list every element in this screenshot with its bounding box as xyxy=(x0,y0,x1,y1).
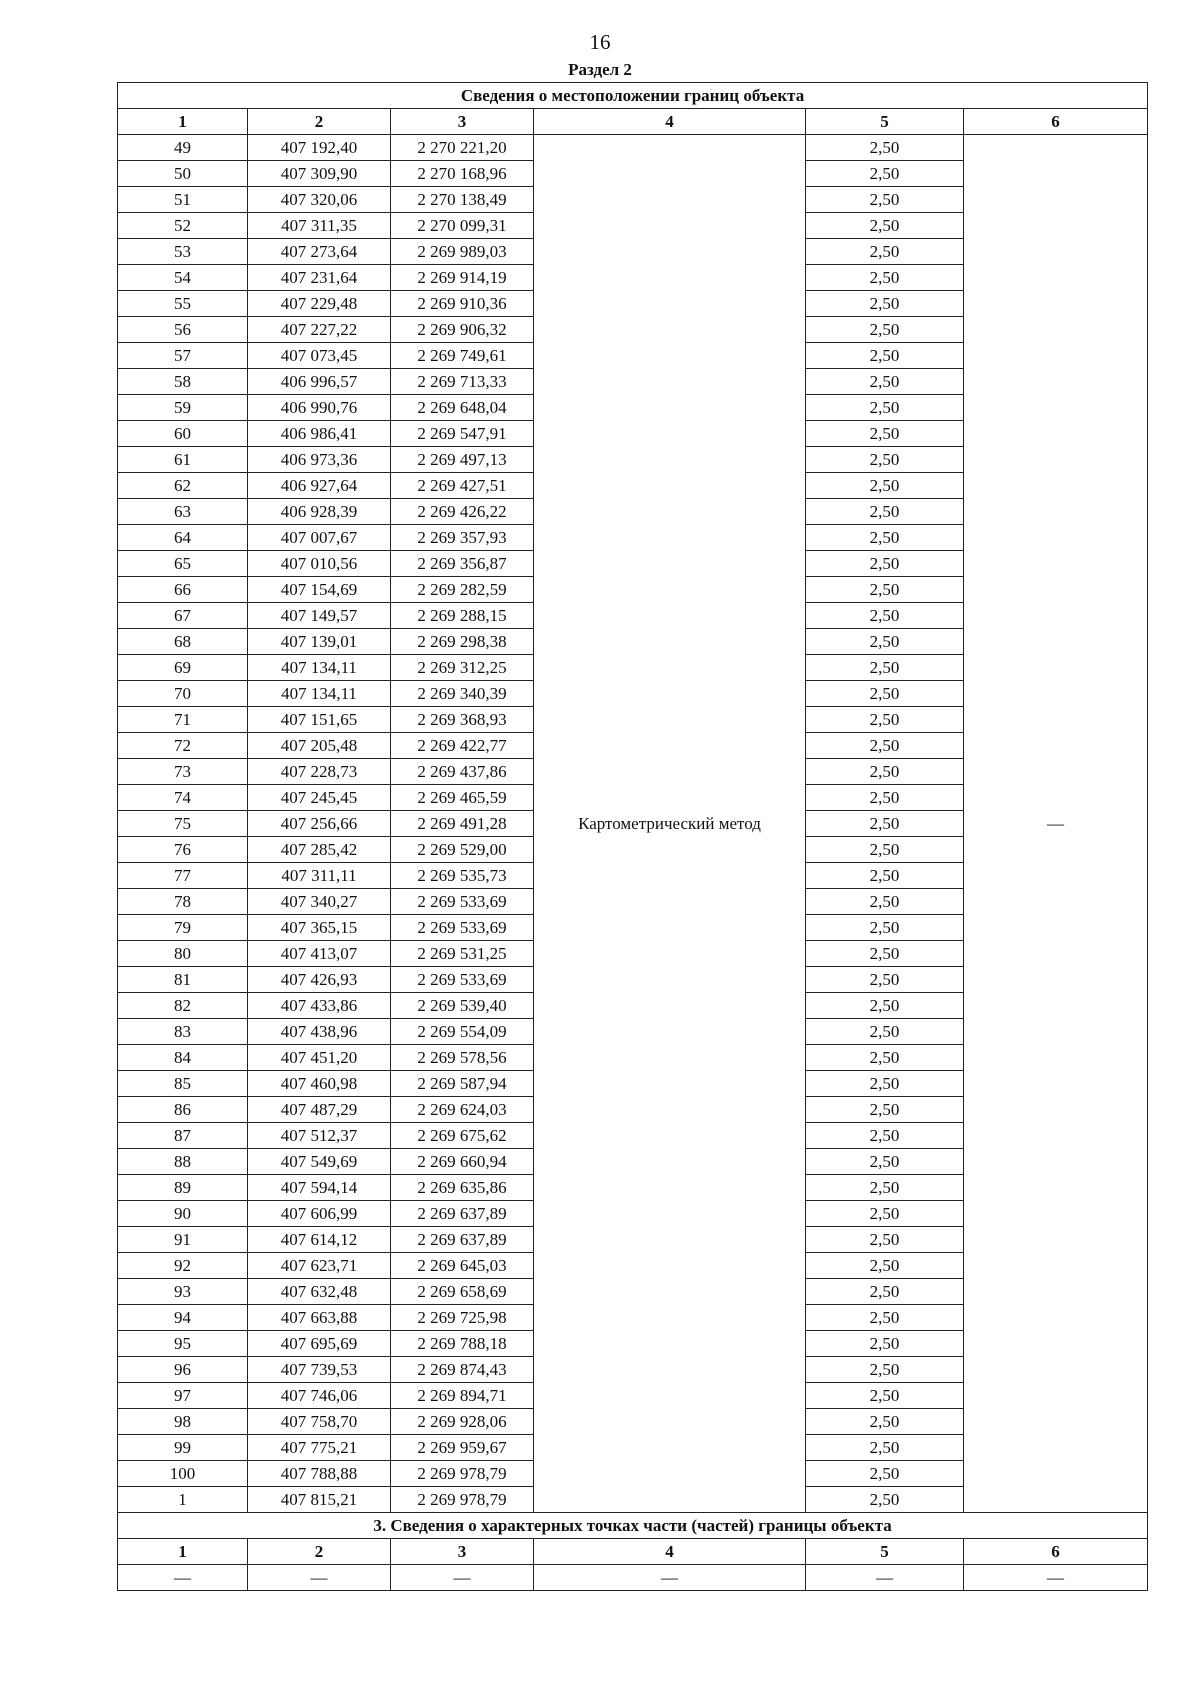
point-number-cell: 80 xyxy=(118,941,248,967)
point-number-cell: 57 xyxy=(118,343,248,369)
section3-cell: — xyxy=(248,1565,391,1591)
coordinate-y-cell: 2 269 356,87 xyxy=(391,551,534,577)
coordinate-x-cell: 407 139,01 xyxy=(248,629,391,655)
point-number-cell: 88 xyxy=(118,1149,248,1175)
coordinate-y-cell: 2 269 658,69 xyxy=(391,1279,534,1305)
point-number-cell: 98 xyxy=(118,1409,248,1435)
coordinate-y-cell: 2 269 578,56 xyxy=(391,1045,534,1071)
coordinate-y-cell: 2 269 910,36 xyxy=(391,291,534,317)
section3-cell: — xyxy=(391,1565,534,1591)
section3-column-header: 1 xyxy=(118,1539,248,1565)
coordinate-x-cell: 407 285,42 xyxy=(248,837,391,863)
coordinate-y-cell: 2 269 906,32 xyxy=(391,317,534,343)
coordinate-y-cell: 2 269 533,69 xyxy=(391,967,534,993)
section3-title-row xyxy=(118,1513,1148,1539)
accuracy-cell: 2,50 xyxy=(806,1201,964,1227)
column-header: 1 xyxy=(118,109,248,135)
point-number-cell: 89 xyxy=(118,1175,248,1201)
coordinate-y-cell: 2 269 959,67 xyxy=(391,1435,534,1461)
accuracy-cell: 2,50 xyxy=(806,1045,964,1071)
accuracy-cell: 2,50 xyxy=(806,369,964,395)
accuracy-cell: 2,50 xyxy=(806,577,964,603)
coordinate-x-cell: 407 758,70 xyxy=(248,1409,391,1435)
accuracy-cell: 2,50 xyxy=(806,1279,964,1305)
coordinate-x-cell: 407 426,93 xyxy=(248,967,391,993)
section-label: Раздел 2 xyxy=(568,60,632,79)
accuracy-cell: 2,50 xyxy=(806,447,964,473)
point-number-cell: 85 xyxy=(118,1071,248,1097)
accuracy-cell: 2,50 xyxy=(806,889,964,915)
point-number-cell: 92 xyxy=(118,1253,248,1279)
point-number-cell: 49 xyxy=(118,135,248,161)
accuracy-cell: 2,50 xyxy=(806,525,964,551)
point-number-cell: 97 xyxy=(118,1383,248,1409)
accuracy-cell: 2,50 xyxy=(806,811,964,837)
accuracy-cell: 2,50 xyxy=(806,291,964,317)
column-header: 3 xyxy=(391,109,534,135)
coordinate-y-cell: 2 269 298,38 xyxy=(391,629,534,655)
table-title-row xyxy=(118,83,1148,109)
section3-column-header: 4 xyxy=(534,1539,806,1565)
coordinate-x-cell: 407 815,21 xyxy=(248,1487,391,1513)
point-number-cell: 94 xyxy=(118,1305,248,1331)
column-header: 5 xyxy=(806,109,964,135)
point-number-cell: 91 xyxy=(118,1227,248,1253)
coordinate-y-cell: 2 269 894,71 xyxy=(391,1383,534,1409)
point-number-cell: 63 xyxy=(118,499,248,525)
coordinate-y-cell: 2 269 529,00 xyxy=(391,837,534,863)
coordinate-y-cell: 2 269 491,28 xyxy=(391,811,534,837)
accuracy-cell: 2,50 xyxy=(806,733,964,759)
point-number-cell: 100 xyxy=(118,1461,248,1487)
coordinate-x-cell: 407 256,66 xyxy=(248,811,391,837)
point-number-cell: 76 xyxy=(118,837,248,863)
coordinate-y-cell: 2 269 645,03 xyxy=(391,1253,534,1279)
point-number-cell: 56 xyxy=(118,317,248,343)
coordinate-y-cell: 2 269 660,94 xyxy=(391,1149,534,1175)
point-number-cell: 60 xyxy=(118,421,248,447)
point-number-cell: 93 xyxy=(118,1279,248,1305)
accuracy-cell: 2,50 xyxy=(806,941,964,967)
section3-column-header: 3 xyxy=(391,1539,534,1565)
point-number-cell: 66 xyxy=(118,577,248,603)
coordinate-y-cell: 2 269 422,77 xyxy=(391,733,534,759)
coordinate-y-cell: 2 270 168,96 xyxy=(391,161,534,187)
section3-cell: — xyxy=(534,1565,806,1591)
coordinate-y-cell: 2 269 368,93 xyxy=(391,707,534,733)
coordinate-x-cell: 407 134,11 xyxy=(248,655,391,681)
point-number-cell: 62 xyxy=(118,473,248,499)
section3-header-row xyxy=(118,1539,1148,1565)
accuracy-cell: 2,50 xyxy=(806,135,964,161)
accuracy-cell: 2,50 xyxy=(806,967,964,993)
point-number-cell: 52 xyxy=(118,213,248,239)
accuracy-cell: 2,50 xyxy=(806,837,964,863)
accuracy-cell: 2,50 xyxy=(806,1071,964,1097)
coordinate-y-cell: 2 269 340,39 xyxy=(391,681,534,707)
coordinate-y-cell: 2 269 357,93 xyxy=(391,525,534,551)
coordinate-x-cell: 407 311,35 xyxy=(248,213,391,239)
section3-cell: — xyxy=(806,1565,964,1591)
coordinate-y-cell: 2 269 788,18 xyxy=(391,1331,534,1357)
coordinate-x-cell: 407 433,86 xyxy=(248,993,391,1019)
coordinate-x-cell: 406 986,41 xyxy=(248,421,391,447)
section3-title: 3. Сведения о характерных точках части (частей) границы объекта xyxy=(118,1513,1148,1539)
coordinate-x-cell: 407 739,53 xyxy=(248,1357,391,1383)
point-number-cell: 79 xyxy=(118,915,248,941)
accuracy-cell: 2,50 xyxy=(806,1331,964,1357)
accuracy-cell: 2,50 xyxy=(806,1227,964,1253)
coordinate-x-cell: 407 438,96 xyxy=(248,1019,391,1045)
boundary-table xyxy=(117,82,1148,1591)
coordinate-x-cell: 407 007,67 xyxy=(248,525,391,551)
accuracy-cell: 2,50 xyxy=(806,473,964,499)
coordinate-y-cell: 2 269 497,13 xyxy=(391,447,534,473)
coordinate-y-cell: 2 269 637,89 xyxy=(391,1201,534,1227)
coordinate-y-cell: 2 269 978,79 xyxy=(391,1487,534,1513)
accuracy-cell: 2,50 xyxy=(806,707,964,733)
point-number-cell: 78 xyxy=(118,889,248,915)
coordinate-y-cell: 2 270 138,49 xyxy=(391,187,534,213)
coordinate-x-cell: 407 205,48 xyxy=(248,733,391,759)
coordinate-x-cell: 407 192,40 xyxy=(248,135,391,161)
coordinate-y-cell: 2 269 648,04 xyxy=(391,395,534,421)
coordinate-x-cell: 407 594,14 xyxy=(248,1175,391,1201)
accuracy-cell: 2,50 xyxy=(806,1019,964,1045)
point-number-cell: 68 xyxy=(118,629,248,655)
point-number-cell: 74 xyxy=(118,785,248,811)
point-number-cell: 86 xyxy=(118,1097,248,1123)
point-number-cell: 50 xyxy=(118,161,248,187)
point-number-cell: 99 xyxy=(118,1435,248,1461)
coordinate-y-cell: 2 269 533,69 xyxy=(391,915,534,941)
coordinate-y-cell: 2 270 221,20 xyxy=(391,135,534,161)
coordinate-x-cell: 406 973,36 xyxy=(248,447,391,473)
table-row xyxy=(118,135,1148,161)
coordinate-x-cell: 407 309,90 xyxy=(248,161,391,187)
coordinate-y-cell: 2 269 312,25 xyxy=(391,655,534,681)
point-number-cell: 53 xyxy=(118,239,248,265)
coordinate-y-cell: 2 269 637,89 xyxy=(391,1227,534,1253)
section3-column-header: 2 xyxy=(248,1539,391,1565)
accuracy-cell: 2,50 xyxy=(806,499,964,525)
coordinate-x-cell: 407 512,37 xyxy=(248,1123,391,1149)
accuracy-cell: 2,50 xyxy=(806,1435,964,1461)
coordinate-y-cell: 2 269 675,62 xyxy=(391,1123,534,1149)
coordinate-x-cell: 407 227,22 xyxy=(248,317,391,343)
point-number-cell: 61 xyxy=(118,447,248,473)
coordinate-x-cell: 407 228,73 xyxy=(248,759,391,785)
accuracy-cell: 2,50 xyxy=(806,317,964,343)
coordinate-y-cell: 2 269 288,15 xyxy=(391,603,534,629)
coordinate-x-cell: 407 451,20 xyxy=(248,1045,391,1071)
coordinate-x-cell: 407 695,69 xyxy=(248,1331,391,1357)
section3-column-header: 5 xyxy=(806,1539,964,1565)
coordinate-y-cell: 2 269 624,03 xyxy=(391,1097,534,1123)
coordinate-y-cell: 2 269 465,59 xyxy=(391,785,534,811)
column-header-row xyxy=(118,109,1148,135)
point-number-cell: 84 xyxy=(118,1045,248,1071)
accuracy-cell: 2,50 xyxy=(806,1487,964,1513)
coordinate-y-cell: 2 269 554,09 xyxy=(391,1019,534,1045)
accuracy-cell: 2,50 xyxy=(806,1409,964,1435)
point-number-cell: 75 xyxy=(118,811,248,837)
coordinate-x-cell: 407 154,69 xyxy=(248,577,391,603)
coordinate-x-cell: 407 623,71 xyxy=(248,1253,391,1279)
coordinate-x-cell: 406 990,76 xyxy=(248,395,391,421)
coordinate-x-cell: 407 149,57 xyxy=(248,603,391,629)
accuracy-cell: 2,50 xyxy=(806,863,964,889)
point-number-cell: 73 xyxy=(118,759,248,785)
section3-data-row xyxy=(118,1565,1148,1591)
coordinate-x-cell: 407 073,45 xyxy=(248,343,391,369)
point-number-cell: 58 xyxy=(118,369,248,395)
point-number-cell: 59 xyxy=(118,395,248,421)
coordinate-y-cell: 2 269 978,79 xyxy=(391,1461,534,1487)
coordinate-x-cell: 407 365,15 xyxy=(248,915,391,941)
coordinate-y-cell: 2 269 749,61 xyxy=(391,343,534,369)
accuracy-cell: 2,50 xyxy=(806,551,964,577)
coordinate-x-cell: 407 632,48 xyxy=(248,1279,391,1305)
point-number-cell: 64 xyxy=(118,525,248,551)
accuracy-cell: 2,50 xyxy=(806,759,964,785)
accuracy-cell: 2,50 xyxy=(806,681,964,707)
accuracy-cell: 2,50 xyxy=(806,421,964,447)
point-number-cell: 55 xyxy=(118,291,248,317)
section3-cell: — xyxy=(118,1565,248,1591)
accuracy-cell: 2,50 xyxy=(806,1097,964,1123)
point-number-cell: 71 xyxy=(118,707,248,733)
coordinate-y-cell: 2 269 587,94 xyxy=(391,1071,534,1097)
accuracy-cell: 2,50 xyxy=(806,1123,964,1149)
coordinate-x-cell: 407 010,56 xyxy=(248,551,391,577)
point-number-cell: 51 xyxy=(118,187,248,213)
accuracy-cell: 2,50 xyxy=(806,1175,964,1201)
coordinate-x-cell: 407 231,64 xyxy=(248,265,391,291)
column-header: 6 xyxy=(964,109,1148,135)
point-number-cell: 67 xyxy=(118,603,248,629)
accuracy-cell: 2,50 xyxy=(806,785,964,811)
accuracy-cell: 2,50 xyxy=(806,187,964,213)
method-cell: Картометрический метод xyxy=(534,135,806,1513)
coordinate-x-cell: 407 320,06 xyxy=(248,187,391,213)
point-number-cell: 82 xyxy=(118,993,248,1019)
accuracy-cell: 2,50 xyxy=(806,915,964,941)
coordinate-x-cell: 407 151,65 xyxy=(248,707,391,733)
coordinate-y-cell: 2 269 914,19 xyxy=(391,265,534,291)
coordinate-y-cell: 2 269 437,86 xyxy=(391,759,534,785)
accuracy-cell: 2,50 xyxy=(806,1383,964,1409)
point-number-cell: 70 xyxy=(118,681,248,707)
coordinate-y-cell: 2 269 533,69 xyxy=(391,889,534,915)
accuracy-cell: 2,50 xyxy=(806,1149,964,1175)
coordinate-y-cell: 2 269 928,06 xyxy=(391,1409,534,1435)
table-title: Сведения о местоположении границ объекта xyxy=(118,83,1148,109)
coordinate-y-cell: 2 269 426,22 xyxy=(391,499,534,525)
coordinate-y-cell: 2 269 713,33 xyxy=(391,369,534,395)
page-number: 16 xyxy=(589,30,611,54)
accuracy-cell: 2,50 xyxy=(806,213,964,239)
column-header: 4 xyxy=(534,109,806,135)
point-number-cell: 77 xyxy=(118,863,248,889)
coordinate-y-cell: 2 269 874,43 xyxy=(391,1357,534,1383)
section3-column-header: 6 xyxy=(964,1539,1148,1565)
column-header: 2 xyxy=(248,109,391,135)
accuracy-cell: 2,50 xyxy=(806,239,964,265)
coordinate-x-cell: 407 663,88 xyxy=(248,1305,391,1331)
coordinate-x-cell: 407 460,98 xyxy=(248,1071,391,1097)
point-number-cell: 90 xyxy=(118,1201,248,1227)
point-number-cell: 83 xyxy=(118,1019,248,1045)
coordinate-x-cell: 407 788,88 xyxy=(248,1461,391,1487)
coordinate-y-cell: 2 269 531,25 xyxy=(391,941,534,967)
accuracy-cell: 2,50 xyxy=(806,1461,964,1487)
column6-cell: — xyxy=(964,135,1148,1513)
point-number-cell: 1 xyxy=(118,1487,248,1513)
coordinate-x-cell: 407 273,64 xyxy=(248,239,391,265)
accuracy-cell: 2,50 xyxy=(806,655,964,681)
point-number-cell: 69 xyxy=(118,655,248,681)
coordinate-x-cell: 407 549,69 xyxy=(248,1149,391,1175)
coordinate-y-cell: 2 269 282,59 xyxy=(391,577,534,603)
coordinate-x-cell: 406 928,39 xyxy=(248,499,391,525)
coordinate-x-cell: 407 746,06 xyxy=(248,1383,391,1409)
coordinate-y-cell: 2 269 535,73 xyxy=(391,863,534,889)
point-number-cell: 65 xyxy=(118,551,248,577)
accuracy-cell: 2,50 xyxy=(806,1357,964,1383)
coordinate-x-cell: 407 614,12 xyxy=(248,1227,391,1253)
coordinate-x-cell: 407 229,48 xyxy=(248,291,391,317)
point-number-cell: 54 xyxy=(118,265,248,291)
coordinate-x-cell: 406 927,64 xyxy=(248,473,391,499)
coordinate-x-cell: 407 606,99 xyxy=(248,1201,391,1227)
coordinate-y-cell: 2 269 539,40 xyxy=(391,993,534,1019)
coordinate-x-cell: 407 245,45 xyxy=(248,785,391,811)
coordinate-y-cell: 2 269 725,98 xyxy=(391,1305,534,1331)
coordinate-x-cell: 407 311,11 xyxy=(248,863,391,889)
coordinate-x-cell: 407 340,27 xyxy=(248,889,391,915)
accuracy-cell: 2,50 xyxy=(806,1253,964,1279)
coordinate-y-cell: 2 269 635,86 xyxy=(391,1175,534,1201)
coordinate-x-cell: 407 775,21 xyxy=(248,1435,391,1461)
coordinate-y-cell: 2 270 099,31 xyxy=(391,213,534,239)
accuracy-cell: 2,50 xyxy=(806,395,964,421)
coordinate-y-cell: 2 269 427,51 xyxy=(391,473,534,499)
coordinate-x-cell: 406 996,57 xyxy=(248,369,391,395)
point-number-cell: 72 xyxy=(118,733,248,759)
coordinate-x-cell: 407 413,07 xyxy=(248,941,391,967)
point-number-cell: 96 xyxy=(118,1357,248,1383)
accuracy-cell: 2,50 xyxy=(806,603,964,629)
section3-cell: — xyxy=(964,1565,1148,1591)
accuracy-cell: 2,50 xyxy=(806,265,964,291)
point-number-cell: 87 xyxy=(118,1123,248,1149)
coordinate-x-cell: 407 487,29 xyxy=(248,1097,391,1123)
coordinate-y-cell: 2 269 547,91 xyxy=(391,421,534,447)
accuracy-cell: 2,50 xyxy=(806,993,964,1019)
point-number-cell: 95 xyxy=(118,1331,248,1357)
accuracy-cell: 2,50 xyxy=(806,629,964,655)
point-number-cell: 81 xyxy=(118,967,248,993)
accuracy-cell: 2,50 xyxy=(806,343,964,369)
accuracy-cell: 2,50 xyxy=(806,1305,964,1331)
accuracy-cell: 2,50 xyxy=(806,161,964,187)
coordinate-y-cell: 2 269 989,03 xyxy=(391,239,534,265)
coordinate-x-cell: 407 134,11 xyxy=(248,681,391,707)
